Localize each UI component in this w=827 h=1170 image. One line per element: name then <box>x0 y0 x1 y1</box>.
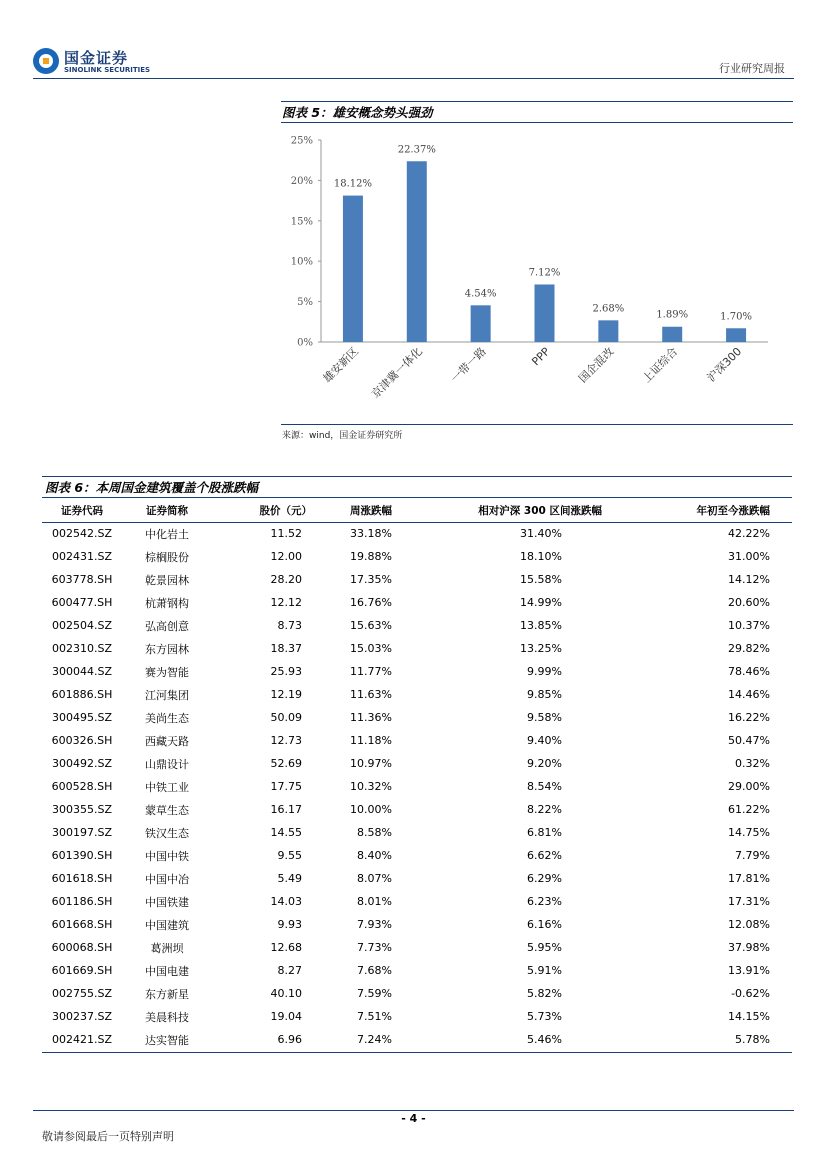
col-header-code: 证券代码 <box>42 499 122 522</box>
cell-relative-change: 6.81% <box>527 826 562 839</box>
figure5-top-rule <box>281 101 793 102</box>
cell-code: 600326.SH <box>51 734 113 747</box>
cell-code: 601669.SH <box>51 964 113 977</box>
cell-weekly-change: 19.88% <box>350 550 392 563</box>
y-tick-label: 20% <box>290 175 313 187</box>
cell-weekly-change: 7.73% <box>357 941 392 954</box>
table-row <box>42 1005 792 1028</box>
table-row <box>42 982 792 1005</box>
figure5-bar-chart <box>281 124 793 422</box>
cell-weekly-change: 8.07% <box>357 872 392 885</box>
cell-ytd-change: 31.00% <box>728 550 770 563</box>
figure5-source: 来源：wind，国金证券研究所 <box>282 431 403 441</box>
cell-code: 300044.SZ <box>51 665 112 678</box>
cell-price: 16.17 <box>270 803 302 816</box>
cell-code: 601886.SH <box>51 688 113 701</box>
cell-name: 棕榈股份 <box>145 550 189 564</box>
cell-relative-change: 15.58% <box>520 573 562 586</box>
cell-price: 50.09 <box>270 711 302 724</box>
cell-name: 杭萧钢构 <box>145 596 189 610</box>
cell-price: 11.52 <box>270 527 302 541</box>
cell-price: 5.49 <box>277 872 302 885</box>
header-divider <box>33 78 794 79</box>
cell-relative-change: 6.16% <box>527 918 562 931</box>
data-label: 1.89% <box>656 309 689 321</box>
table-row <box>42 821 792 844</box>
cell-weekly-change: 8.58% <box>357 826 392 839</box>
cell-relative-change: 5.46% <box>527 1033 562 1046</box>
figure6-title-rule <box>42 497 792 498</box>
cell-price: 14.03 <box>270 895 302 908</box>
cell-price: 12.19 <box>270 688 302 701</box>
cell-code: 601618.SH <box>51 872 113 885</box>
cell-price: 18.37 <box>270 642 302 655</box>
cell-weekly-change: 15.63% <box>350 619 392 632</box>
cell-code: 002542.SZ <box>51 527 112 541</box>
cell-ytd-change: 61.22% <box>728 803 770 816</box>
table-row <box>42 867 792 890</box>
cell-relative-change: 13.25% <box>520 642 562 655</box>
table-row <box>42 775 792 798</box>
cell-price: 9.55 <box>277 849 302 862</box>
cell-code: 601186.SH <box>51 895 113 908</box>
table-row <box>42 913 792 936</box>
table-row <box>42 752 792 775</box>
cell-weekly-change: 8.01% <box>357 895 392 908</box>
logo-cn-text: 国金证券 <box>64 49 129 67</box>
cell-relative-change: 5.95% <box>527 941 562 954</box>
cell-price: 17.75 <box>270 780 302 793</box>
cell-price: 12.73 <box>270 734 302 747</box>
figure5-bottom-rule <box>281 424 793 425</box>
table-row <box>42 568 792 591</box>
cell-code: 600528.SH <box>51 780 113 793</box>
cell-name: 中国电建 <box>145 964 189 978</box>
figure5-title-rule <box>281 122 793 123</box>
cell-weekly-change: 11.63% <box>350 688 392 701</box>
col-header-price: 股价（元） <box>212 499 312 522</box>
company-logo <box>33 46 153 78</box>
x-tick-label: 一带一路 <box>448 344 489 386</box>
cell-ytd-change: 14.15% <box>728 1010 770 1023</box>
cell-price: 19.04 <box>270 1010 302 1023</box>
cell-name: 赛为智能 <box>145 665 189 679</box>
col-header-ytd-change: 年初至今涨跌幅 <box>602 499 792 522</box>
cell-code: 300237.SZ <box>51 1010 112 1023</box>
cell-name: 乾景园林 <box>145 573 189 587</box>
x-tick-label: 国企混改 <box>576 344 617 386</box>
cell-price: 12.00 <box>270 550 302 563</box>
cell-code: 300492.SZ <box>51 757 112 770</box>
cell-weekly-change: 17.35% <box>350 573 392 586</box>
table-row <box>42 660 792 683</box>
cell-name: 东方新星 <box>145 987 189 1001</box>
cell-ytd-change: 7.79% <box>735 849 770 862</box>
cell-name: 中铁工业 <box>145 780 189 794</box>
cell-price: 8.73 <box>277 619 302 632</box>
cell-ytd-change: 14.12% <box>728 573 770 586</box>
cell-weekly-change: 7.51% <box>357 1010 392 1023</box>
cell-name: 中国中铁 <box>145 849 189 863</box>
x-tick-label: 京津冀一体化 <box>369 344 425 401</box>
table-row <box>42 936 792 959</box>
cell-code: 603778.SH <box>51 573 113 586</box>
table-row <box>42 1028 792 1051</box>
cell-ytd-change: 5.78% <box>735 1033 770 1046</box>
cell-price: 12.68 <box>270 941 302 954</box>
cell-name: 山鼎设计 <box>145 757 189 771</box>
cell-name: 中国中冶 <box>145 872 189 886</box>
data-label: 1.70% <box>720 311 752 323</box>
cell-relative-change: 18.10% <box>520 550 562 563</box>
table-row <box>42 522 792 545</box>
cell-ytd-change: 37.98% <box>728 941 770 954</box>
cell-code: 300197.SZ <box>51 826 112 839</box>
data-label: 7.12% <box>528 267 561 279</box>
cell-code: 002755.SZ <box>51 987 112 1000</box>
cell-price: 25.93 <box>270 665 302 678</box>
cell-code: 601668.SH <box>51 918 113 931</box>
figure6-title: 图表 6：本周国金建筑覆盖个股涨跌幅 <box>45 480 259 495</box>
cell-ytd-change: -0.62% <box>731 987 770 1000</box>
x-tick-label: 沪深300 <box>704 344 745 385</box>
figure6-bottom-rule <box>42 1052 792 1053</box>
figure6-top-rule <box>42 476 792 477</box>
cell-weekly-change: 10.32% <box>350 780 392 793</box>
cell-ytd-change: 10.37% <box>728 619 770 632</box>
cell-relative-change: 6.62% <box>527 849 562 862</box>
cell-relative-change: 6.23% <box>527 895 562 908</box>
cell-code: 300355.SZ <box>51 803 112 816</box>
x-tick-label: 雄安新区 <box>320 344 362 386</box>
table-row <box>42 798 792 821</box>
bar <box>598 320 618 342</box>
page-number: - 4 - <box>401 1112 426 1125</box>
cell-ytd-change: 13.91% <box>728 964 770 977</box>
cell-name: 中国铁建 <box>145 895 189 909</box>
cell-ytd-change: 14.75% <box>728 826 770 839</box>
bar <box>407 161 427 342</box>
cell-name: 美尚生态 <box>145 711 189 725</box>
data-label: 2.68% <box>592 303 625 315</box>
cell-relative-change: 9.20% <box>527 757 562 770</box>
cell-relative-change: 5.82% <box>527 987 562 1000</box>
col-header-relative-change: 相对沪深 300 区间涨跌幅 <box>392 499 602 522</box>
cell-ytd-change: 42.22% <box>728 527 770 541</box>
report-type: 行业研究周报 <box>719 62 785 75</box>
cell-ytd-change: 12.08% <box>728 918 770 931</box>
cell-weekly-change: 33.18% <box>350 527 392 541</box>
cell-weekly-change: 7.93% <box>357 918 392 931</box>
cell-name: 江河集团 <box>145 688 189 702</box>
table-row <box>42 683 792 706</box>
cell-relative-change: 14.99% <box>520 596 562 609</box>
cell-ytd-change: 17.81% <box>728 872 770 885</box>
disclaimer-note: 敬请参阅最后一页特别声明 <box>42 1130 174 1143</box>
cell-price: 12.12 <box>270 596 302 609</box>
cell-name: 美晨科技 <box>145 1010 189 1024</box>
cell-code: 002504.SZ <box>51 619 112 632</box>
cell-ytd-change: 16.22% <box>728 711 770 724</box>
stock-performance-table <box>42 499 792 1051</box>
cell-weekly-change: 10.97% <box>350 757 392 770</box>
cell-ytd-change: 78.46% <box>728 665 770 678</box>
y-tick-label: 5% <box>297 297 313 309</box>
cell-price: 14.55 <box>270 826 302 839</box>
table-row <box>42 545 792 568</box>
logo-mark-icon <box>33 48 59 74</box>
table-row <box>42 637 792 660</box>
y-tick-label: 15% <box>290 216 313 228</box>
cell-ytd-change: 0.32% <box>735 757 770 770</box>
figure5-title: 图表 5：雄安概念势头强劲 <box>282 105 433 120</box>
cell-code: 002431.SZ <box>51 550 112 563</box>
table-row <box>42 844 792 867</box>
cell-code: 002421.SZ <box>51 1033 112 1046</box>
col-header-name: 证券简称 <box>122 499 212 522</box>
cell-name: 蒙草生态 <box>145 803 189 817</box>
cell-price: 6.96 <box>277 1033 302 1046</box>
x-tick-label: 上证综合 <box>640 344 681 386</box>
cell-price: 52.69 <box>270 757 302 770</box>
cell-weekly-change: 15.03% <box>350 642 392 655</box>
cell-ytd-change: 17.31% <box>728 895 770 908</box>
cell-weekly-change: 10.00% <box>350 803 392 816</box>
cell-weekly-change: 11.77% <box>350 665 392 678</box>
table-row <box>42 591 792 614</box>
cell-code: 300495.SZ <box>51 711 112 724</box>
y-tick-label: 25% <box>290 135 313 147</box>
bar <box>726 328 746 342</box>
table-header-row <box>42 499 792 522</box>
cell-price: 28.20 <box>270 573 302 586</box>
cell-relative-change: 5.73% <box>527 1010 562 1023</box>
cell-relative-change: 9.85% <box>527 688 562 701</box>
cell-relative-change: 9.40% <box>527 734 562 747</box>
table-row <box>42 614 792 637</box>
data-label: 4.54% <box>464 288 497 300</box>
cell-name: 中国建筑 <box>145 918 189 932</box>
cell-relative-change: 6.29% <box>527 872 562 885</box>
cell-relative-change: 31.40% <box>520 527 562 541</box>
cell-ytd-change: 50.47% <box>728 734 770 747</box>
cell-ytd-change: 29.00% <box>728 780 770 793</box>
cell-relative-change: 13.85% <box>520 619 562 632</box>
cell-weekly-change: 11.18% <box>350 734 392 747</box>
cell-ytd-change: 14.46% <box>728 688 770 701</box>
bar <box>343 196 363 342</box>
cell-name: 中化岩土 <box>145 527 189 541</box>
bar <box>662 327 682 342</box>
cell-weekly-change: 7.68% <box>357 964 392 977</box>
bar <box>535 284 555 342</box>
cell-price: 40.10 <box>270 987 302 1000</box>
bar <box>471 305 491 342</box>
cell-weekly-change: 7.59% <box>357 987 392 1000</box>
cell-relative-change: 8.22% <box>527 803 562 816</box>
cell-ytd-change: 20.60% <box>728 596 770 609</box>
cell-price: 8.27 <box>277 964 302 977</box>
cell-name: 达实智能 <box>145 1033 189 1047</box>
y-tick-label: 10% <box>290 256 313 268</box>
cell-price: 9.93 <box>277 918 302 931</box>
cell-relative-change: 9.99% <box>527 665 562 678</box>
cell-weekly-change: 8.40% <box>357 849 392 862</box>
data-label: 22.37% <box>397 144 436 156</box>
data-label: 18.12% <box>333 178 372 190</box>
cell-code: 002310.SZ <box>51 642 112 655</box>
col-header-weekly-change: 周涨跌幅 <box>312 499 392 522</box>
cell-weekly-change: 16.76% <box>350 596 392 609</box>
table-row <box>42 959 792 982</box>
cell-weekly-change: 11.36% <box>350 711 392 724</box>
cell-code: 600477.SH <box>51 596 113 609</box>
cell-ytd-change: 29.82% <box>728 642 770 655</box>
cell-name: 葛洲坝 <box>150 941 184 955</box>
cell-weekly-change: 7.24% <box>357 1033 392 1046</box>
cell-code: 601390.SH <box>51 849 113 862</box>
table-row <box>42 729 792 752</box>
cell-name: 铁汉生态 <box>145 826 189 840</box>
cell-name: 弘高创意 <box>145 619 189 633</box>
cell-code: 600068.SH <box>51 941 113 954</box>
x-tick-label: PPP <box>529 344 553 369</box>
y-tick-label: 0% <box>297 337 313 349</box>
footer-divider <box>33 1110 794 1111</box>
cell-name: 西藏天路 <box>145 734 189 748</box>
cell-name: 东方园林 <box>145 642 189 656</box>
logo-en-text: SINOLINK SECURITIES <box>64 66 151 74</box>
table-row <box>42 890 792 913</box>
cell-relative-change: 8.54% <box>527 780 562 793</box>
cell-relative-change: 5.91% <box>527 964 562 977</box>
table-row <box>42 706 792 729</box>
cell-relative-change: 9.58% <box>527 711 562 724</box>
